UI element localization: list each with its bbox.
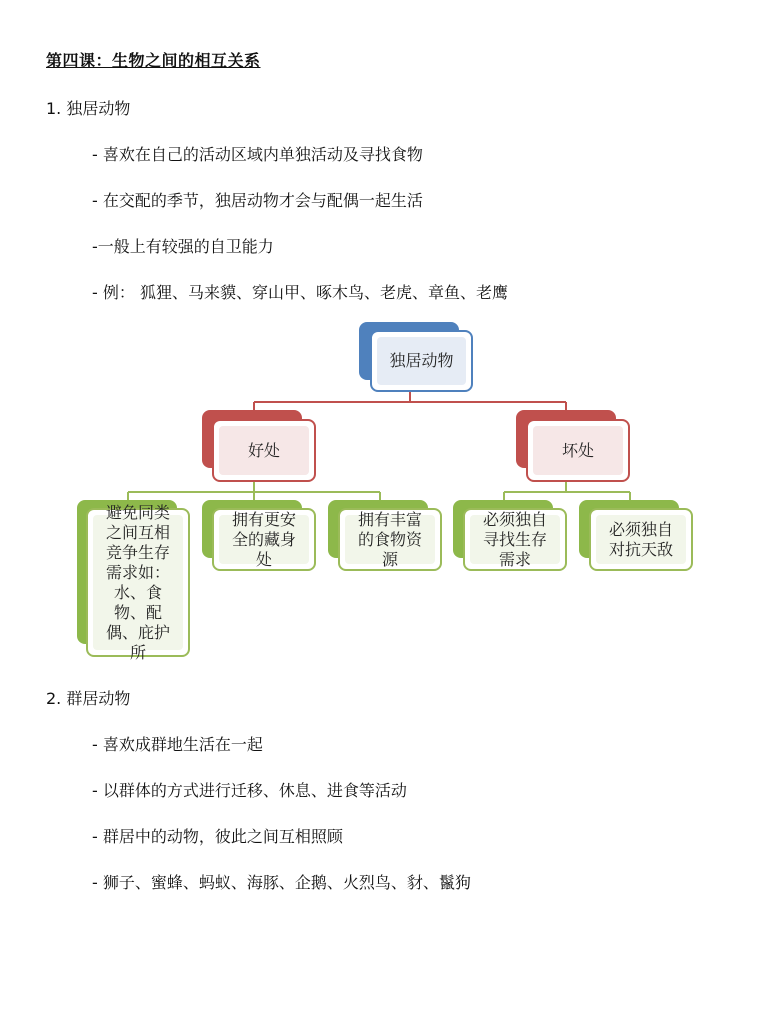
- diagram-good-item-1: [86, 502, 190, 662]
- section2-line-2: - 以群体的方式进行迁移、休息、进食等活动: [92, 781, 407, 800]
- diagram-good-item-2-text: 拥有更安全的藏身处: [231, 509, 296, 569]
- section1-line-1: - 喜欢在自己的活动区域内单独活动及寻找食物: [92, 145, 423, 164]
- diagram-bad-item-1: [463, 508, 567, 571]
- diagram-good-label: 好处: [247, 440, 280, 460]
- diagram-root-node: [370, 330, 473, 392]
- diagram-good-item-2: [212, 508, 316, 571]
- diagram-bad-item-2: [589, 508, 693, 571]
- diagram-bad-item-1-text: 必须独自寻找生存需求: [482, 509, 547, 569]
- section2-heading: 2. 群居动物: [46, 689, 131, 708]
- section1-line-2: - 在交配的季节，独居动物才会与配偶一起生活: [92, 191, 423, 210]
- diagram-good-node: [212, 419, 316, 482]
- diagram-bad-item-2-text: 必须独自对抗天敌: [608, 519, 673, 559]
- diagram-good-item-3: [338, 508, 442, 571]
- section2-line-1: - 喜欢成群地生活在一起: [92, 735, 263, 754]
- section2-line-4: - 狮子、蜜蜂、蚂蚁、海豚、企鹅、火烈鸟、豺、鬣狗: [92, 873, 471, 892]
- diagram-good-item-1-text: 避免同类之间互相竞争生存需求如：水、食物、配偶、庇护所: [105, 502, 170, 662]
- section2-line-3: - 群居中的动物，彼此之间互相照顾: [92, 827, 343, 846]
- section1-line-4: - 例： 狐狸、马来貘、穿山甲、啄木鸟、老虎、章鱼、老鹰: [92, 283, 508, 302]
- diagram-good-item-3-text: 拥有丰富的食物资源: [357, 509, 422, 569]
- diagram-bad-label: 坏处: [561, 440, 594, 460]
- diagram-bad-node: [526, 419, 630, 482]
- section1-line-3: -一般上有较强的自卫能力: [92, 237, 274, 256]
- page-title: 第四课：生物之间的相互关系: [46, 51, 261, 70]
- section1-heading: 1. 独居动物: [46, 99, 131, 118]
- diagram-root-label: 独居动物: [389, 351, 454, 370]
